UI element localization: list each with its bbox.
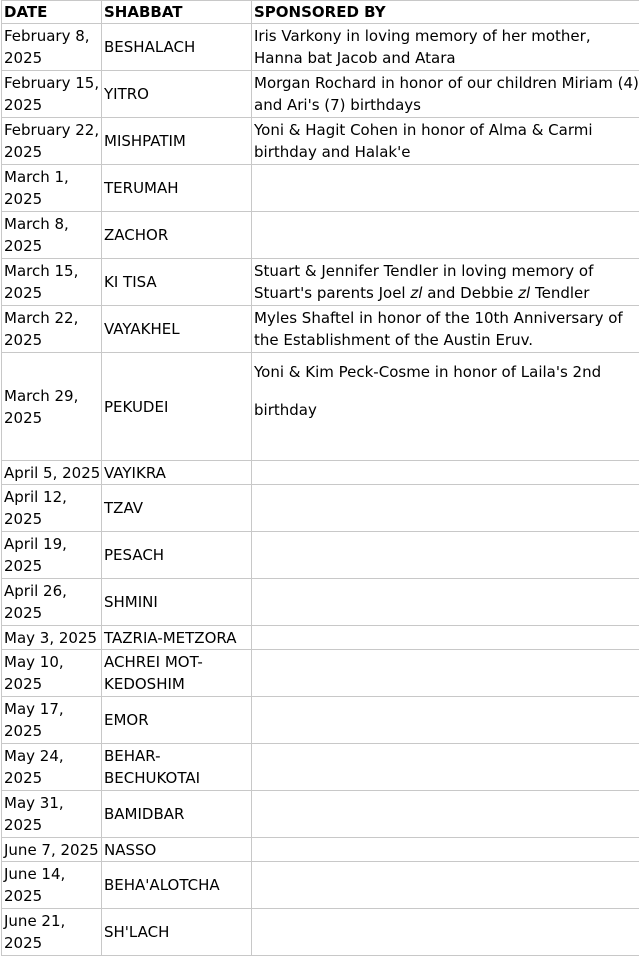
shabbat-cell: KI TISA [102,259,252,306]
table-row [2,579,639,626]
date-cell: March 22, 2025 [2,306,102,353]
header-date: DATE [2,1,102,24]
shabbat-cell: BESHALACH [102,24,252,71]
date-cell: April 26, 2025 [2,579,102,626]
table-row [2,306,639,353]
table-row [2,461,639,485]
table-row [2,165,639,212]
sponsor-text: Tendler [530,284,590,302]
sponsor-text: Yoni & Kim Peck-Cosme in honor of Laila's 2nd birthday [254,363,602,419]
sponsor-cell [252,744,639,791]
table-row [2,259,639,306]
date-cell: April 19, 2025 [2,532,102,579]
sponsor-cell [252,697,639,744]
date-cell: June 7, 2025 [2,838,102,862]
date-cell: March 8, 2025 [2,212,102,259]
sponsor-cell [252,353,639,461]
shabbat-cell: PEKUDEI [102,353,252,461]
shabbat-cell: SH'LACH [102,909,252,956]
date-cell: May 24, 2025 [2,744,102,791]
shabbat-cell: BEHAR-BECHUKOTAI [102,744,252,791]
table-row [2,791,639,838]
shabbat-cell: YITRO [102,71,252,118]
table-row [2,862,639,909]
table-row [2,744,639,791]
shabbat-cell: BEHA'ALOTCHA [102,862,252,909]
table-row [2,650,639,697]
shabbat-cell: TAZRIA-METZORA [102,626,252,650]
header-sponsor: SPONSORED BY [252,1,639,24]
header-shabbat: SHABBAT [102,1,252,24]
date-cell: May 10, 2025 [2,650,102,697]
header-row [2,1,639,24]
table-row [2,532,639,579]
date-cell: March 29, 2025 [2,353,102,461]
shabbat-cell: EMOR [102,697,252,744]
sponsorship-table [1,0,639,956]
sponsor-cell [252,485,639,532]
sponsor-cell [252,579,639,626]
sponsor-cell [252,626,639,650]
sponsor-cell: Morgan Rochard in honor of our children Miriam (4) and Ari's (7) birthdays [252,71,639,118]
shabbat-cell: SHMINI [102,579,252,626]
table-row [2,485,639,532]
zl-abbrev: zl [518,284,531,302]
shabbat-cell: TZAV [102,485,252,532]
table-row [2,118,639,165]
shabbat-cell: PESACH [102,532,252,579]
shabbat-cell: ACHREI MOT-KEDOSHIM [102,650,252,697]
sponsor-cell [252,838,639,862]
shabbat-cell: VAYAKHEL [102,306,252,353]
date-cell: April 12, 2025 [2,485,102,532]
sponsor-cell: Myles Shaftel in honor of the 10th Anniversary of the Establishment of the Austin Eruv. [252,306,639,353]
date-cell: May 3, 2025 [2,626,102,650]
date-cell: June 21, 2025 [2,909,102,956]
date-cell: June 14, 2025 [2,862,102,909]
sponsor-cell [252,909,639,956]
zl-abbrev: zl [410,284,423,302]
sponsor-cell [252,532,639,579]
date-cell: May 17, 2025 [2,697,102,744]
date-cell: March 1, 2025 [2,165,102,212]
table-row [2,838,639,862]
table-row [2,909,639,956]
table-row [2,24,639,71]
table-row [2,71,639,118]
shabbat-cell: NASSO [102,838,252,862]
sponsor-cell [252,791,639,838]
shabbat-cell: BAMIDBAR [102,791,252,838]
sponsor-cell [252,650,639,697]
sponsor-cell [252,165,639,212]
shabbat-cell: TERUMAH [102,165,252,212]
date-cell: May 31, 2025 [2,791,102,838]
shabbat-cell: MISHPATIM [102,118,252,165]
sponsor-cell [252,862,639,909]
sponsor-text: Stuart & Jennifer Tendler in loving memory of Stuart's parents Joel [254,262,594,302]
table-row [2,626,639,650]
table-row [2,697,639,744]
shabbat-cell: ZACHOR [102,212,252,259]
sponsor-cell [252,461,639,485]
date-cell: February 22, 2025 [2,118,102,165]
sponsor-cell [252,259,639,306]
sponsor-cell: Yoni & Hagit Cohen in honor of Alma & Carmi birthday and Halak'e [252,118,639,165]
date-cell: March 15, 2025 [2,259,102,306]
date-cell: February 15, 2025 [2,71,102,118]
date-cell: April 5, 2025 [2,461,102,485]
sponsor-text: and Debbie [422,284,519,302]
table-row [2,212,639,259]
table-row [2,353,639,461]
sponsor-cell: Iris Varkony in loving memory of her mother, Hanna bat Jacob and Atara [252,24,639,71]
date-cell: February 8, 2025 [2,24,102,71]
shabbat-cell: VAYIKRA [102,461,252,485]
sponsor-cell [252,212,639,259]
